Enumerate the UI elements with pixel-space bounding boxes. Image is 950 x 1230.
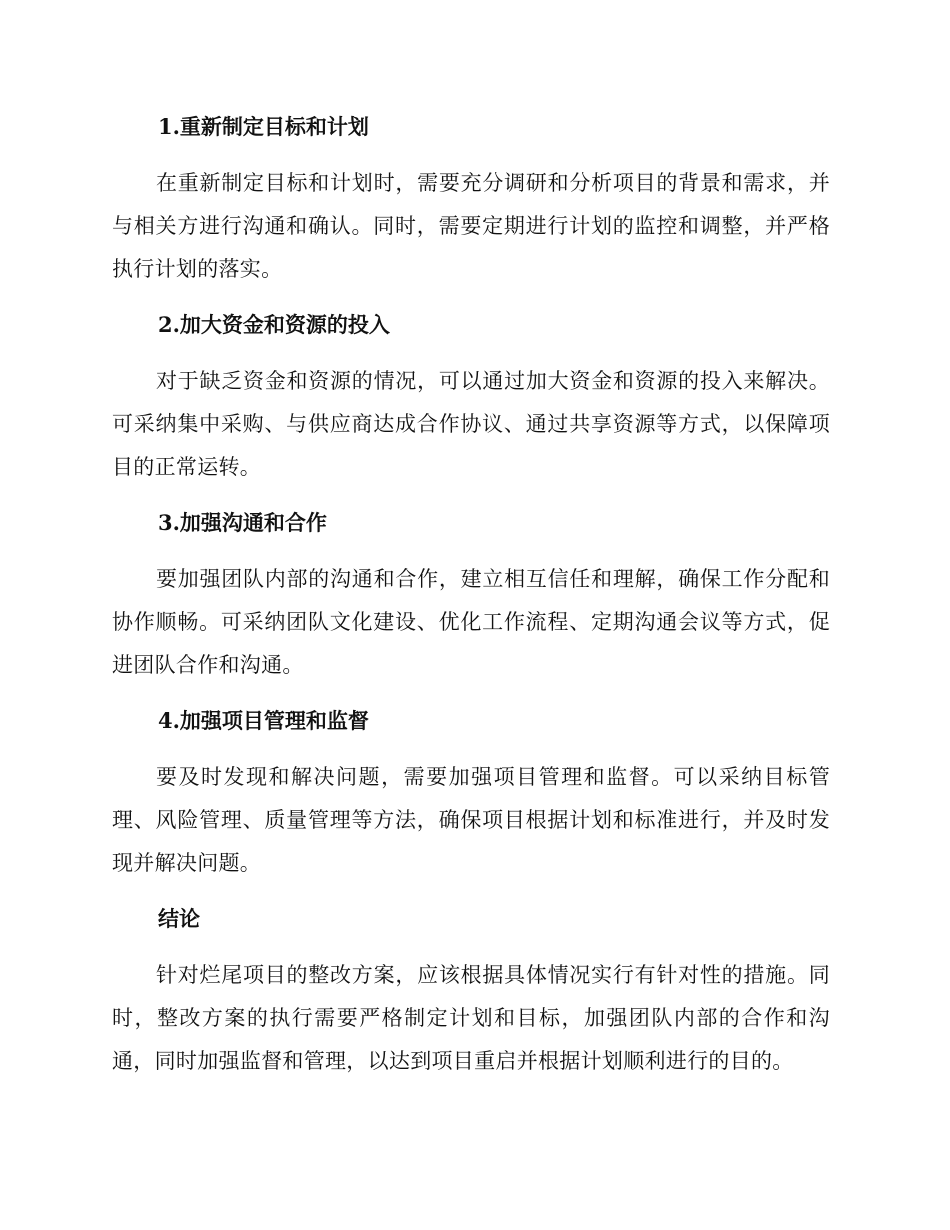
section-title: 结论 xyxy=(158,906,200,931)
section-1 xyxy=(112,108,830,291)
document-page xyxy=(112,108,830,1098)
section-title: 2.加大资金和资源的投入 xyxy=(158,312,390,337)
section-paragraph: 对于缺乏资金和资源的情况，可以通过加大资金和资源的投入来解决。可采纳集中采购、与供应商达成合作协议、通过共享资源等方式，以保障项目的正常运转。 xyxy=(112,369,830,479)
section-3 xyxy=(112,504,830,687)
section-paragraph: 要加强团队内部的沟通和合作，建立相互信任和理解，确保工作分配和协作顺畅。可采纳团队文化建设、优化工作流程、定期沟通会议等方式，促进团队合作和沟通。 xyxy=(112,567,830,677)
section-paragraph: 针对烂尾项目的整改方案，应该根据具体情况实行有针对性的措施。同时，整改方案的执行需要严格制定计划和目标，加强团队内部的合作和沟通，同时加强监督和管理，以达到项目重启并根据计划顺利进行的目的。 xyxy=(112,963,830,1073)
section-paragraph: 要及时发现和解决问题，需要加强项目管理和监督。可以采纳目标管理、风险管理、质量管理等方法，确保项目根据计划和标准进行，并及时发现并解决问题。 xyxy=(112,765,830,875)
section-paragraph: 在重新制定目标和计划时，需要充分调研和分析项目的背景和需求，并与相关方进行沟通和确认。同时，需要定期进行计划的监控和调整，并严格执行计划的落实。 xyxy=(112,171,830,281)
section-title: 3.加强沟通和合作 xyxy=(158,510,327,535)
section-2 xyxy=(112,306,830,489)
section-title: 4.加强项目管理和监督 xyxy=(158,708,369,733)
section-conclusion xyxy=(112,900,830,1083)
section-title: 1.重新制定目标和计划 xyxy=(158,114,369,139)
section-4 xyxy=(112,702,830,885)
